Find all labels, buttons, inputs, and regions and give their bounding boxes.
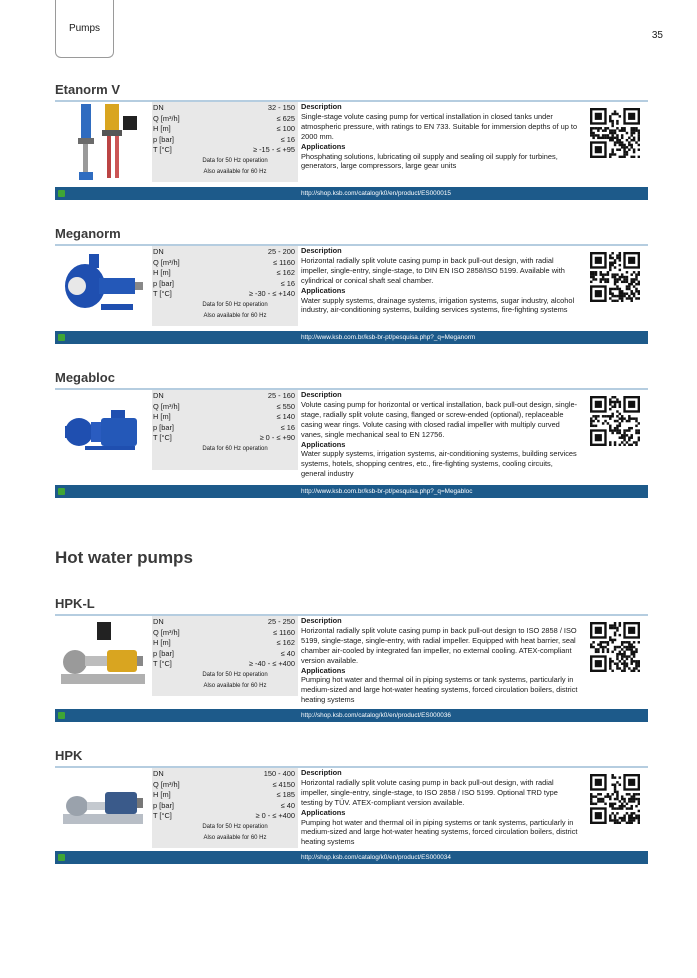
spec-value: ≤ 40 <box>280 648 295 658</box>
spec-label: DN <box>153 103 164 112</box>
green-square-icon <box>58 190 65 197</box>
product-meganorm <box>55 226 648 341</box>
spec-value: 150 - 400 <box>263 769 295 778</box>
spec-value: ≥ -40 - ≤ +400 <box>248 659 295 669</box>
spec-value: 32 - 150 <box>267 103 295 112</box>
spec-value: ≤ 162 <box>276 268 295 278</box>
green-square-icon <box>58 488 65 495</box>
spec-value: ≤ 16 <box>280 278 295 288</box>
spec-value: ≤ 185 <box>276 790 295 800</box>
spec-label: H [m] <box>153 268 171 278</box>
spec-label: DN <box>153 391 164 400</box>
spec-label: H [m] <box>153 638 171 648</box>
spec-note: Data for 50 Hz operation <box>202 157 268 164</box>
product-megabloc <box>55 370 648 495</box>
spec-label: DN <box>153 769 164 778</box>
spec-note: Also available for 60 Hz <box>203 312 267 319</box>
spec-label: Q [m³/h] <box>153 627 180 637</box>
qr-code-icon[interactable] <box>590 774 640 824</box>
description-text: Volute casing pump for horizontal or vertical installation, back pull-out design, single-stage, radially split volute casing, flanged or screw-ended (optional), replaceable casing wear rings. Volute casing with closed radial impeller with multiply curved vanes, single mechanical seal to EN 12756. <box>301 399 578 439</box>
section-title-hot-water: Hot water pumps <box>55 548 193 567</box>
close-coupled-pump-image <box>55 390 151 468</box>
product-url-link[interactable]: http://shop.ksb.com/catalog/k0/en/product/ES000034 <box>301 854 451 861</box>
spec-value: ≥ 0 - ≤ +400 <box>255 811 295 821</box>
spec-note: Data for 60 Hz operation <box>202 445 268 452</box>
spec-label: H [m] <box>153 790 171 800</box>
applications-text: Phosphating solutions, lubricating oil supply and sealing oil supply for turbines, generators, large compressors, large gear units <box>301 151 558 171</box>
spec-label: p [bar] <box>153 278 174 288</box>
spec-note: Data for 50 Hz operation <box>202 671 268 678</box>
spec-label: DN <box>153 247 164 256</box>
spec-label: Q [m³/h] <box>153 257 180 267</box>
spec-label: T [°C] <box>153 433 172 443</box>
spec-value: 25 - 250 <box>267 617 295 626</box>
spec-label: p [bar] <box>153 422 174 432</box>
product-title: Meganorm <box>55 226 121 241</box>
spec-value: 25 - 160 <box>267 391 295 400</box>
applications-text: Water supply systems, irrigation systems, air-conditioning systems, building services systems, hotels, shopping centres, etc., fire-fighting systems, cooling circuits, general industry <box>301 449 577 479</box>
green-square-icon <box>58 334 65 341</box>
vertical-pump-image <box>55 102 151 180</box>
spec-table <box>152 768 298 848</box>
spec-label: p [bar] <box>153 648 174 658</box>
product-url-link[interactable]: http://shop.ksb.com/catalog/k0/en/product/ES000015 <box>301 190 451 197</box>
blue-volute-pump-image <box>55 246 151 324</box>
product-title: Megabloc <box>55 370 115 385</box>
url-bar <box>55 331 648 344</box>
spec-note: Also available for 60 Hz <box>203 168 267 175</box>
spec-value: ≤ 16 <box>280 134 295 144</box>
spec-label: T [°C] <box>153 289 172 299</box>
spec-value: ≤ 4150 <box>272 779 295 789</box>
spec-note: Data for 50 Hz operation <box>202 823 268 830</box>
green-square-icon <box>58 854 65 861</box>
applications-text: Pumping hot water and thermal oil in piping systems or tank systems, particularly in medium-sized and large hot-water heating systems, forced circulation boilers, district heating systems <box>301 817 578 847</box>
spec-value: ≤ 550 <box>276 401 295 411</box>
description-heading: Description <box>301 246 342 255</box>
url-bar <box>55 187 648 200</box>
description-text: Horizontal radially split volute casing pump in back pull-out design, with radial impeller, single-entry, single-stage, to ISO 2858 / ISO 5199. Optional TRD type testing by TÜV. ATEX-compliant version available. <box>301 777 558 807</box>
product-title: HPK-L <box>55 596 95 611</box>
spec-note: Also available for 60 Hz <box>203 682 267 689</box>
spec-value: ≥ 0 - ≤ +90 <box>259 433 295 443</box>
applications-heading: Applications <box>301 141 346 151</box>
qr-code-icon[interactable] <box>590 396 640 446</box>
spec-table <box>152 246 298 326</box>
spec-table <box>152 390 298 470</box>
baseplate-pump-image <box>55 768 151 846</box>
product-description <box>301 768 579 847</box>
spec-label: Q [m³/h] <box>153 113 180 123</box>
product-url-link[interactable]: http://shop.ksb.com/catalog/k0/en/product/ES000036 <box>301 712 451 719</box>
spec-label: H [m] <box>153 412 171 422</box>
product-title: HPK <box>55 748 83 763</box>
spec-label: H [m] <box>153 124 171 134</box>
spec-value: ≤ 1160 <box>272 257 295 267</box>
spec-label: p [bar] <box>153 134 174 144</box>
spec-value: ≤ 1160 <box>272 627 295 637</box>
product-url-link[interactable]: http://www.ksb.com.br/ksb-br-pt/pesquisa.php?_q=Megabloc <box>301 488 473 495</box>
applications-heading: Applications <box>301 807 346 817</box>
description-text: Single-stage volute casing pump for vertical installation in closed tanks under atmospheric pressure, with ratings to EN 733. Suitable for immersion depths of up to 2000 mm. <box>301 111 578 141</box>
spec-note: Also available for 60 Hz <box>203 834 267 841</box>
page-number: 35 <box>651 30 663 41</box>
applications-text: Pumping hot water and thermal oil in piping systems or tank systems, particularly in medium-sized and large hot-water heating systems, forced circulation boilers, district heating systems <box>301 675 578 705</box>
spec-value: ≤ 625 <box>276 113 295 123</box>
product-description <box>301 246 579 315</box>
description-heading: Description <box>301 390 342 399</box>
spec-label: T [°C] <box>153 659 172 669</box>
product-etanorm-v <box>55 82 648 197</box>
product-description <box>301 102 579 171</box>
product-title: Etanorm V <box>55 82 121 97</box>
green-square-icon <box>58 712 65 719</box>
spec-table <box>152 616 298 696</box>
section-tab[interactable] <box>55 0 114 58</box>
product-description <box>301 616 579 705</box>
spec-label: T [°C] <box>153 145 172 155</box>
description-heading: Description <box>301 768 342 777</box>
url-bar <box>55 851 648 864</box>
spec-label: T [°C] <box>153 811 172 821</box>
applications-heading: Applications <box>301 439 346 449</box>
product-description <box>301 390 579 479</box>
description-text: Horizontal radially split volute casing pump in back pull-out design to ISO 2858 / ISO 5199, single-stage, single-entry, with radial impeller. Equipped with heat barrier, seal chamber air-cooled by integrated fan impeller, no external cooling. ATEX-compliant version available. <box>301 625 577 665</box>
product-url-link[interactable]: http://www.ksb.com.br/ksb-br-pt/pesquisa.php?_q=Meganorm <box>301 334 476 341</box>
qr-code-icon[interactable] <box>590 622 640 672</box>
spec-value: ≤ 140 <box>276 412 295 422</box>
spec-label: Q [m³/h] <box>153 401 180 411</box>
spec-value: ≥ -30 - ≤ +140 <box>248 289 295 299</box>
product-hpk <box>55 748 648 861</box>
section-tab-label: Pumps <box>68 23 101 34</box>
description-heading: Description <box>301 102 342 111</box>
spec-value: ≤ 162 <box>276 638 295 648</box>
spec-note-spacer <box>152 455 298 466</box>
spec-value: 25 - 200 <box>267 247 295 256</box>
description-heading: Description <box>301 616 342 625</box>
applications-heading: Applications <box>301 285 346 295</box>
baseplate-pump-image <box>55 616 151 694</box>
spec-table <box>152 102 298 182</box>
spec-value: ≥ -15 - ≤ +95 <box>252 145 295 155</box>
qr-code-icon[interactable] <box>590 252 640 302</box>
qr-code-icon[interactable] <box>590 108 640 158</box>
spec-value: ≤ 40 <box>280 800 295 810</box>
description-text: Horizontal radially split volute casing pump in back pull-out design, with radial impeller, single-entry, single-stage, to DIN EN ISO 2858/ISO 5199. Available with cylindrical or conical shaft seal chamber. <box>301 255 565 285</box>
spec-note: Data for 50 Hz operation <box>202 301 268 308</box>
spec-label: Q [m³/h] <box>153 779 180 789</box>
url-bar <box>55 485 648 498</box>
applications-heading: Applications <box>301 665 346 675</box>
applications-text: Water supply systems, drainage systems, irrigation systems, sugar industry, alcohol industry, air-conditioning systems, building services systems, fire-fighting systems <box>301 295 575 315</box>
spec-label: DN <box>153 617 164 626</box>
product-hpk-l <box>55 596 648 719</box>
spec-label: p [bar] <box>153 800 174 810</box>
spec-value: ≤ 100 <box>276 124 295 134</box>
url-bar <box>55 709 648 722</box>
spec-value: ≤ 16 <box>280 422 295 432</box>
